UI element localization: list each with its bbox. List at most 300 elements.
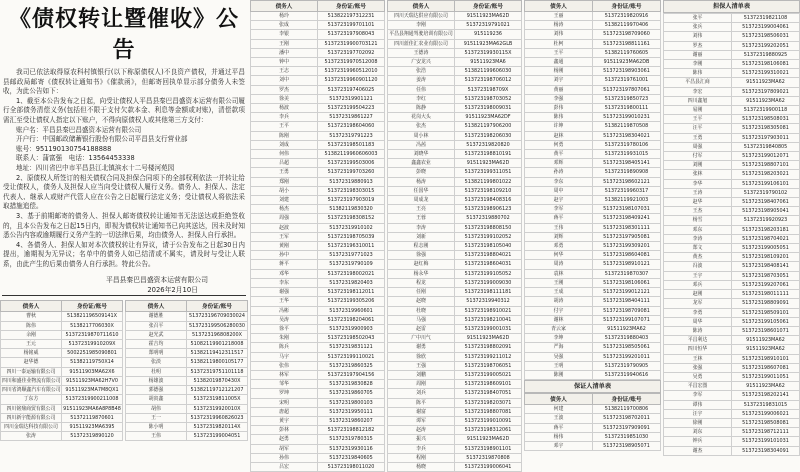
table-row: [1, 413, 123, 422]
debtor-id-cell: 91511903MA62X6: [62, 367, 123, 376]
table-row: [251, 453, 385, 462]
table-row: [388, 85, 522, 94]
table-row: [664, 336, 800, 345]
debtor-id-cell: 513723198602121: [593, 177, 661, 186]
table-row: [388, 315, 522, 324]
debtor-name-cell: 胡小: [251, 186, 318, 195]
debtor-id-cell: 91511923MA62: [732, 78, 800, 87]
debtor-name-cell: 潘中: [251, 48, 318, 57]
debtor-name-cell: 赵雷: [388, 324, 455, 333]
debtor-name-cell: 李东: [525, 177, 593, 186]
debtor-name-cell: 徐刚: [664, 418, 732, 427]
table-row: [664, 234, 800, 243]
table-row: [251, 196, 385, 205]
table-row: [1, 312, 123, 321]
table-row: [251, 343, 385, 352]
debtor-name-cell: 彭晓: [388, 168, 455, 177]
debtor-name-cell: 杨玲: [251, 12, 318, 21]
table-row: [126, 349, 248, 358]
debtor-id-cell: 51372319780106: [593, 140, 661, 149]
debtor-name-cell: 王刚: [525, 278, 593, 287]
debtor-id-cell: 513723196808200X: [187, 330, 248, 339]
debtor-name-cell: 马宇: [251, 352, 318, 361]
debtor-id-cell: 513723199309201: [593, 242, 661, 251]
debtor-id-cell: 513723198409241: [593, 214, 661, 223]
debtor-name-cell: 谢杰: [664, 446, 732, 455]
debtor-name-cell: 王成: [525, 288, 593, 297]
debtor-id-cell: 513723199010091: [455, 416, 522, 425]
table-row: [664, 14, 800, 23]
col-header-id: 身份证/账号: [187, 301, 248, 312]
table-row: [126, 413, 248, 422]
debtor-id-cell: 513723198204061: [318, 315, 385, 324]
debtor-id-cell: 51372319930115X: [455, 48, 522, 57]
table-row: [388, 380, 522, 389]
table-row: [525, 278, 661, 287]
table-row: [388, 223, 522, 232]
table-row: [388, 251, 522, 260]
debtor-name-cell: 李强: [525, 94, 593, 103]
debtor-id-cell: 513723198506031: [732, 32, 800, 41]
table-row: [1, 349, 123, 358]
table-row: [525, 21, 661, 30]
debtor-id-cell: 51372319960601: [318, 306, 385, 315]
debtor-id-cell: 51372319940312: [455, 297, 522, 306]
debtor-name-cell: 付军: [664, 152, 732, 161]
debtor-name-cell: 李军: [525, 205, 593, 214]
debtor-name-cell: 谢德胜: [126, 312, 187, 321]
debtor-id-cell: 91511923MA7M8QX1: [62, 386, 123, 395]
debtor-name-cell: 邓辉: [525, 159, 593, 168]
table-row: [126, 395, 248, 404]
table-row: [1, 395, 123, 404]
debtor-name-cell: 王杰: [664, 207, 732, 216]
table-row: [388, 370, 522, 379]
debtor-id-cell: 513821196509141X: [62, 312, 123, 321]
debtor-id-cell: 91511923MA62DF: [455, 113, 522, 122]
debtor-id-cell: 513723198905041: [732, 207, 800, 216]
table-row: [525, 30, 661, 39]
table-row: [388, 21, 522, 30]
debtor-name-cell: 黄丽: [525, 85, 593, 94]
table-row: [525, 177, 661, 186]
debtor-name-cell: 吴强: [525, 352, 593, 361]
table-row: [388, 104, 522, 113]
debtor-id-cell: 91511923MA62GLB: [455, 39, 522, 48]
table-row: [251, 104, 385, 113]
table-row: [388, 407, 522, 416]
debtor-name-cell: 刘刚: [664, 161, 732, 170]
debtor-id-cell: 513723199310021: [732, 69, 800, 78]
debtor-name-cell: 罗杰: [251, 85, 318, 94]
debtor-name-cell: 王德涛: [388, 48, 455, 57]
table-row: [126, 340, 248, 349]
debtor-name-cell: 鑫通: [525, 58, 593, 67]
table-row: [126, 321, 248, 330]
table-row: [388, 150, 522, 159]
table-row: [388, 352, 522, 361]
debtor-id-cell: 51372319880913: [318, 177, 385, 186]
debtor-name-cell: 张杰: [388, 122, 455, 131]
debtor-id-cell: 513723196310011: [318, 242, 385, 251]
debtor-name-cell: 徐美: [251, 94, 318, 103]
debtor-name-cell: 冯茜: [388, 140, 455, 149]
debtor-name-cell: 徐平: [251, 324, 318, 333]
debtor-id-cell: 51382119960606003: [318, 150, 385, 159]
debtor-name-cell: 邓兵: [664, 280, 732, 289]
table-row: [664, 216, 800, 225]
debtor-name-cell: 平昌县汇商: [664, 78, 732, 87]
table-row: [388, 389, 522, 398]
debtor-id-cell: 513723199004051: [187, 432, 248, 441]
debtor-name-cell: 邓宇: [525, 441, 593, 450]
debtor-id-cell: 513723199006041: [455, 462, 522, 471]
table-row: [525, 370, 661, 379]
debtor-id-cell: 513723198509101: [732, 308, 800, 317]
table-row: [1, 340, 123, 349]
account-bank: 开户行：中国邮政储蓄银行股份有限公司平昌县支行营业部: [16, 135, 188, 144]
debtor-id-cell: 513723198807101: [732, 161, 800, 170]
debtor-name-cell: 蒋平: [525, 423, 593, 432]
debtor-id-cell: 51372319870307: [593, 269, 661, 278]
table-row: [388, 453, 522, 462]
debtor-id-cell: 513723198702011: [593, 414, 661, 423]
debtor-list-column-5: [663, 0, 800, 454]
table-row: [1, 404, 123, 413]
debtor-id-cell: 513723199105061: [732, 317, 800, 326]
debtor-id-cell: 51372319800111: [593, 104, 661, 113]
table-row: [525, 122, 661, 131]
debtor-name-cell: 郑文: [664, 244, 732, 253]
debtor-id-cell: 513723198308152: [318, 214, 385, 223]
debtor-name-cell: 胡寅鑫: [126, 395, 187, 404]
debtor-id-cell: 51382119970406: [593, 21, 661, 30]
debtor-id-cell: 91511923MA62D: [455, 159, 522, 168]
table-row: [251, 12, 385, 21]
debtor-name-cell: 林军: [251, 370, 318, 379]
debtor-id-cell: 51372319920923: [732, 216, 800, 225]
debtor-name-cell: 四川一泰运输有限公司: [1, 367, 62, 376]
debtor-name-cell: 黄宇: [251, 416, 318, 425]
notice-paragraph: 4、各债务人、担保人如对本次债权转让有异议，请于公告发布之日起30日内提出，逾期视为无异议；名单中的债务人如已结清或不属实，请及时与受让人联系，由此产生的后果由债务人自行承担。特此公告。: [3, 240, 245, 268]
debtor-name-cell: 赵晓: [388, 297, 455, 306]
table-row: [126, 312, 248, 321]
table-row: [251, 113, 385, 122]
debtor-id-cell: 513723199006021: [732, 409, 800, 418]
debtor-id-cell: 513723198206030: [455, 131, 522, 140]
debtor-id-cell: 51372319840605: [318, 453, 385, 462]
debtor-name-cell: 李银: [251, 30, 318, 39]
debtor-name-cell: 龙军: [664, 299, 732, 308]
debtor-id-cell: 513723199102052: [455, 232, 522, 241]
debtor-name-cell: 杨伟: [525, 432, 593, 441]
debtor-name-cell: 王勇: [664, 133, 732, 142]
table-row: [525, 315, 661, 324]
table-row: [525, 150, 661, 159]
table-row: [525, 205, 661, 214]
debtor-table: [387, 0, 522, 472]
debtor-name-cell: 程刚: [388, 453, 455, 462]
debtor-id-cell: 513723198810191: [455, 150, 522, 159]
debtor-name-cell: 张平: [664, 14, 732, 23]
debtor-id-cell: 91511923MA6A8P8B48: [63, 405, 121, 412]
table-row: [388, 242, 522, 251]
table-row: [251, 426, 385, 435]
table-row: [388, 278, 522, 287]
col-header-id: 身份证/账号: [62, 301, 123, 312]
table-row: [664, 308, 800, 317]
debtor-name-cell: 李坤: [525, 334, 593, 343]
debtor-name-cell: 许坤: [525, 122, 593, 131]
debtor-id-cell: 51372319960826023: [187, 413, 248, 422]
debtor-id-cell: 51382119830320: [318, 205, 385, 214]
debtor-id-cell: 51372319820916: [593, 12, 661, 21]
debtor-id-cell: 513723198910121: [593, 260, 661, 269]
debtor-name-cell: 花岗大头: [388, 113, 455, 122]
debtor-id-cell: 513723199211012: [455, 352, 522, 361]
debtor-id-cell: 51372319860325: [318, 361, 385, 370]
col-header-name: 债务人: [1, 301, 62, 312]
debtor-id-cell: 513723199005021: [455, 370, 522, 379]
table-row: [388, 260, 522, 269]
debtor-id-cell: 513723198811161: [593, 39, 661, 48]
debtor-name-cell: 四川天瑞达供应有限公司: [388, 12, 455, 21]
debtor-name-cell: 张淡: [126, 358, 187, 367]
debtor-name-cell: 彭林: [251, 426, 318, 435]
debtor-id-cell: 513723198604081: [593, 251, 661, 260]
table-row: [251, 242, 385, 251]
table-row: [251, 444, 385, 453]
debtor-id-cell: 513723198408316: [455, 196, 522, 205]
debtor-name-cell: 孙中: [251, 251, 318, 260]
debtor-name-cell: 陈伟: [1, 321, 62, 330]
table-row: [126, 376, 248, 385]
debtor-name-cell: 罗坤: [251, 389, 318, 398]
debtor-id-cell: 51372319780315: [318, 435, 385, 444]
debtor-id-cell: 513723198604060: [318, 122, 385, 131]
table-row: [251, 416, 385, 425]
debtor-name-cell: 吕超: [251, 159, 318, 168]
debtor-name-cell: 王平: [664, 115, 732, 124]
debtor-id-cell: 513723198501183: [318, 140, 385, 149]
table-row: [388, 113, 522, 122]
guarantor-table: [524, 393, 661, 451]
debtor-id-cell: 513723199005051: [732, 244, 800, 253]
debtor-name-cell: 杨晓: [388, 462, 455, 471]
table-row: [525, 76, 661, 85]
debtor-name-cell: 姜涛: [388, 76, 455, 85]
debtor-name-cell: 王宇: [664, 271, 732, 280]
debtor-name-cell: 杨雪: [664, 216, 732, 225]
table-row: [251, 306, 385, 315]
debtor-id-cell: 513723198604031: [455, 260, 522, 269]
debtor-id-cell: 513723199101031: [732, 437, 800, 446]
debtor-id-cell: 513723197909091: [593, 423, 661, 432]
debtor-id-cell: 51372319851030: [593, 432, 661, 441]
table-row: [251, 361, 385, 370]
debtor-name-cell: 王志: [251, 67, 318, 76]
debtor-id-cell: 51382119412311517: [187, 349, 248, 358]
debtor-name-cell: 陈兵: [251, 343, 318, 352]
debtor-name-cell: 唐超: [251, 407, 318, 416]
debtor-id-cell: 513723198910021: [455, 306, 522, 315]
debtor-id-cell: 513723198203181: [732, 225, 800, 234]
table-row: [388, 12, 522, 21]
table-row: [664, 326, 800, 335]
table-row: [251, 288, 385, 297]
table-row: [525, 260, 661, 269]
table-row: [1, 367, 123, 376]
col-header-name: 债务人: [525, 394, 593, 405]
table-row: [664, 391, 800, 400]
debtor-id-cell: 513723198109210: [455, 186, 522, 195]
table-row: [664, 299, 800, 308]
debtor-name-cell: 周小林: [388, 131, 455, 140]
table-row: [664, 363, 800, 372]
debtor-id-cell: 91511923MA62H7V0: [62, 376, 123, 385]
debtor-id-cell: 513723198903061: [593, 67, 661, 76]
debtor-id-cell: 51382119760605: [593, 48, 661, 57]
table-row: [664, 345, 800, 354]
debtor-id-cell: 51372319820820: [455, 140, 522, 149]
debtor-name-cell: 程龙: [388, 278, 455, 287]
debtor-id-cell: 513723198703052: [455, 94, 522, 103]
debtor-id-cell: 513821199801022: [455, 177, 522, 186]
debtor-name-cell: 张伟: [251, 361, 318, 370]
table-row: [251, 177, 385, 186]
debtor-name-cell: 朱刚: [251, 334, 318, 343]
table-row: [664, 271, 800, 280]
table-row: [126, 358, 248, 367]
table-row: [525, 288, 661, 297]
debtor-id-cell: 513723198906123: [455, 205, 522, 214]
debtor-id-cell: 91511923MA6395: [62, 422, 123, 431]
table-row: [251, 131, 385, 140]
table-row: [126, 386, 248, 395]
table-row: [525, 405, 661, 414]
contact-info: 联系人：蒲富强 电话：13564453338: [16, 154, 135, 163]
table-row: [251, 407, 385, 416]
debtor-id-cell: 513723197809021: [732, 87, 800, 96]
notice-date: 2026年2月10日: [147, 286, 198, 295]
debtor-id-cell: 51372319790102: [732, 188, 800, 197]
debtor-id-cell: 513723198203021: [732, 170, 800, 179]
table-row: [251, 94, 385, 103]
debtor-name-cell: 王波: [525, 414, 593, 423]
debtor-name-cell: 王军: [251, 232, 318, 241]
debtor-name-cell: 赵勇: [251, 435, 318, 444]
debtor-id-cell: 513723198905071: [593, 441, 661, 450]
debtor-id-cell: 513723198804021: [455, 251, 522, 260]
debtor-name-cell: 李刚: [388, 21, 455, 30]
debtor-name-cell: 任国华: [388, 186, 455, 195]
debtor-name-cell: 谢富: [388, 407, 455, 416]
notice-column: [0, 0, 248, 440]
debtor-name-cell: 余刚: [1, 330, 62, 339]
debtor-name-cell: 四川新宇能源有限公司: [1, 413, 62, 422]
debtor-name-cell: 胡伟: [126, 404, 187, 413]
debtor-id-cell: 51372319920010X: [187, 404, 248, 413]
debtor-name-cell: 刘兵: [388, 389, 455, 398]
debtor-name-cell: 王明: [525, 361, 593, 370]
table-row: [251, 48, 385, 57]
debtor-table: [125, 300, 248, 441]
debtor-id-cell: 91511923MA62: [732, 345, 800, 354]
table-row: [126, 330, 248, 339]
debtor-id-cell: 51372319950111: [318, 407, 385, 416]
table-row: [525, 186, 661, 195]
debtor-id-cell: 513723198105040: [455, 242, 522, 251]
debtor-id-cell: 51372319860207: [318, 416, 385, 425]
debtor-name-cell: 刘中: [251, 76, 318, 85]
debtor-name-cell: 杨雄波: [126, 376, 187, 385]
debtor-id-cell: 513723199012121: [593, 288, 661, 297]
debtor-id-cell: 51372319900703121: [318, 39, 385, 48]
debtor-name-cell: 徐强: [388, 251, 455, 260]
debtor-id-cell: 51372319790905: [593, 361, 661, 370]
debtor-id-cell: 51372119870601: [62, 413, 123, 422]
debtor-name-cell: 马强: [388, 315, 455, 324]
debtor-name-cell: 曹秋: [1, 312, 62, 321]
debtor-name-cell: 陈平: [388, 398, 455, 407]
debtor-id-cell: 51372319880925: [732, 50, 800, 59]
debtor-id-cell: 513723199703260: [318, 168, 385, 177]
debtor-name-cell: 李勇: [664, 308, 732, 317]
debtor-id-cell: 51372319850723: [593, 94, 661, 103]
debtor-id-cell: 513723197905081: [593, 232, 661, 241]
debtor-name-cell: 刘伟: [664, 32, 732, 41]
debtor-name-cell: 平昌宏图: [664, 382, 732, 391]
debtor-name-cell: 吴涛: [251, 315, 318, 324]
table-row: [251, 334, 385, 343]
debtor-name-cell: 杨刚: [525, 67, 593, 76]
debtor-id-cell: 513723198112011: [318, 288, 385, 297]
debtor-id-cell: 51082119901218008: [187, 340, 248, 349]
table-row: [388, 39, 522, 48]
table-row: [664, 106, 800, 115]
table-row: [251, 205, 385, 214]
debtor-name-cell: 李涛: [664, 234, 732, 243]
debtor-id-cell: 513821199606030: [455, 67, 522, 76]
table-row: [388, 196, 522, 205]
debtor-id-cell: 513723199009030: [455, 278, 522, 287]
debtor-id-cell: 513723199011051: [732, 372, 800, 381]
table-row: [388, 140, 522, 149]
table-row: [664, 372, 800, 381]
debtor-name-cell: 陈伟: [664, 69, 732, 78]
debtor-name-cell: 杨波: [251, 104, 318, 113]
debtor-name-cell: 王亮: [388, 205, 455, 214]
table-row: [251, 85, 385, 94]
debtor-id-cell: 91511923MA6: [455, 58, 522, 67]
debtor-name-cell: 四川蓝佳汇农业有限公司: [388, 39, 455, 48]
table-row: [126, 367, 248, 376]
table-row: [251, 140, 385, 149]
table-row: [664, 262, 800, 271]
table-row: [525, 324, 661, 333]
table-row: [664, 78, 800, 87]
surety-table: [663, 13, 800, 456]
table-row: [251, 297, 385, 306]
debtor-id-cell: 51372319820403: [318, 278, 385, 287]
debtor-name-cell: 刘宇: [525, 76, 593, 85]
signatory: 平昌县秦巴昌盛资本运营有限公司: [106, 276, 208, 285]
debtor-id-cell: 5002251985090801: [62, 349, 123, 358]
table-row: [664, 428, 800, 437]
debtor-id-cell: 51372319791021: [455, 21, 522, 30]
table-row: [1, 358, 123, 367]
debtor-name-cell: 汪宇: [664, 409, 732, 418]
